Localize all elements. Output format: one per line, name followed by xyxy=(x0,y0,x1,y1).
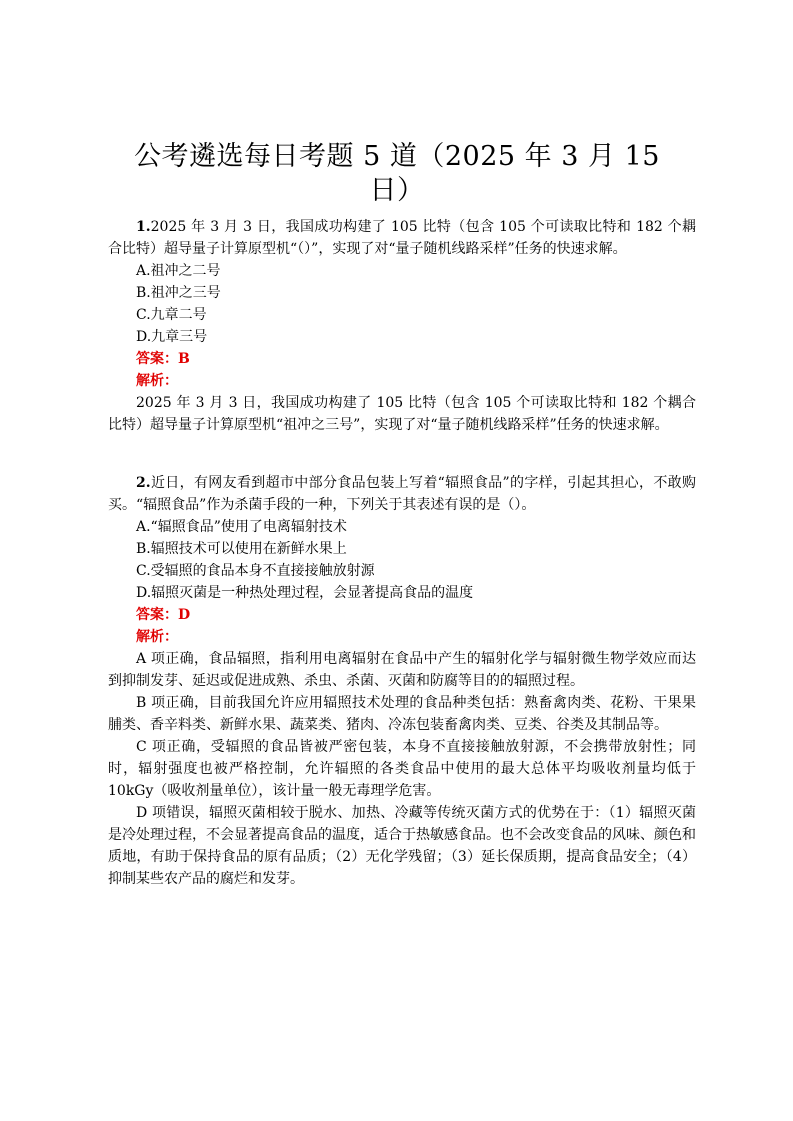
question-list xyxy=(108,216,696,890)
question-number: 1. xyxy=(136,219,151,235)
analysis-label: 解析： xyxy=(136,373,178,389)
question-spacer xyxy=(108,436,696,472)
question-stem xyxy=(108,472,696,516)
option-a: A.“辐照食品”使用了电离辐射技术 xyxy=(136,519,347,535)
option-b: B.祖冲之三号 xyxy=(136,285,221,301)
answer-label: 答案：D xyxy=(136,607,191,623)
option-d: D.九章三号 xyxy=(136,329,208,345)
analysis-paragraph: 2025 年 3 月 3 日，我国成功构建了 105 比特（包含 105 个可读取比特和 182 个耦合比特）超导量子计算原型机“祖冲之三号”，实现了对“量子随机线路采样”任务的快速求解。 xyxy=(108,395,696,433)
option-c: C.受辐照的食品本身不直接接触放射源 xyxy=(136,563,375,579)
page-title: 公考遴选每日考题 5 道（2025 年 3 月 15 日） xyxy=(134,141,660,206)
answer-label: 答案：B xyxy=(136,351,190,367)
option-d: D.辐照灭菌是一种热处理过程，会显著提高食品的温度 xyxy=(136,585,474,601)
analysis-paragraph: B 项正确，目前我国允许应用辐照技术处理的食品种类包括：熟畜禽肉类、花粉、干果果脯类、香辛料类、新鲜水果、蔬菜类、猪肉、冷冻包装畜禽肉类、豆类、谷类及其制品等。 xyxy=(108,695,696,733)
analysis-label: 解析： xyxy=(136,629,178,645)
question-2 xyxy=(108,472,696,890)
analysis-paragraph: C 项正确，受辐照的食品皆被严密包装，本身不直接接触放射源，不会携带放射性；同时，辐射强度也被严格控制，允许辐照的各类食品中使用的最大总体平均吸收剂量均低于 10kGy（吸收剂量单位），该计量一般无毒理学危害。 xyxy=(108,739,696,799)
question-text: 近日，有网友看到超市中部分食品包装上写着“辐照食品”的字样，引起其担心，不敢购买。“辐照食品”作为杀菌手段的一种，下列关于其表述有误的是（）。 xyxy=(108,475,696,513)
question-stem xyxy=(108,216,696,260)
question-text: 2025 年 3 月 3 日，我国成功构建了 105 比特（包含 105 个可读取比特和 182 个耦合比特）超导量子计算原型机“（）”，实现了对“量子随机线路采样”任务的快速求解。 xyxy=(108,219,696,257)
option-c: C.九章二号 xyxy=(136,307,207,323)
analysis-paragraph: A 项正确，食品辐照，指利用电离辐射在食品中产生的辐射化学与辐射微生物学效应而达到抑制发芽、延迟或促进成熟、杀虫、杀菌、灭菌和防腐等目的的辐照过程。 xyxy=(108,651,696,689)
question-1 xyxy=(108,216,696,436)
question-number: 2. xyxy=(136,475,151,491)
option-b: B.辐照技术可以使用在新鲜水果上 xyxy=(136,541,347,557)
analysis-paragraph: D 项错误，辐照灭菌相较于脱水、加热、冷藏等传统灭菌方式的优势在于：（1）辐照灭菌是冷处理过程，不会显著提高食品的温度，适合于热敏感食品。也不会改变食品的风味、颜色和质地，有助于保持食品的原有品质；（2）无化学残留；（3）延长保质期，提高食品安全；（4）抑制某些农产品的腐烂和发芽。 xyxy=(108,805,696,887)
option-a: A.祖冲之二号 xyxy=(136,263,221,279)
